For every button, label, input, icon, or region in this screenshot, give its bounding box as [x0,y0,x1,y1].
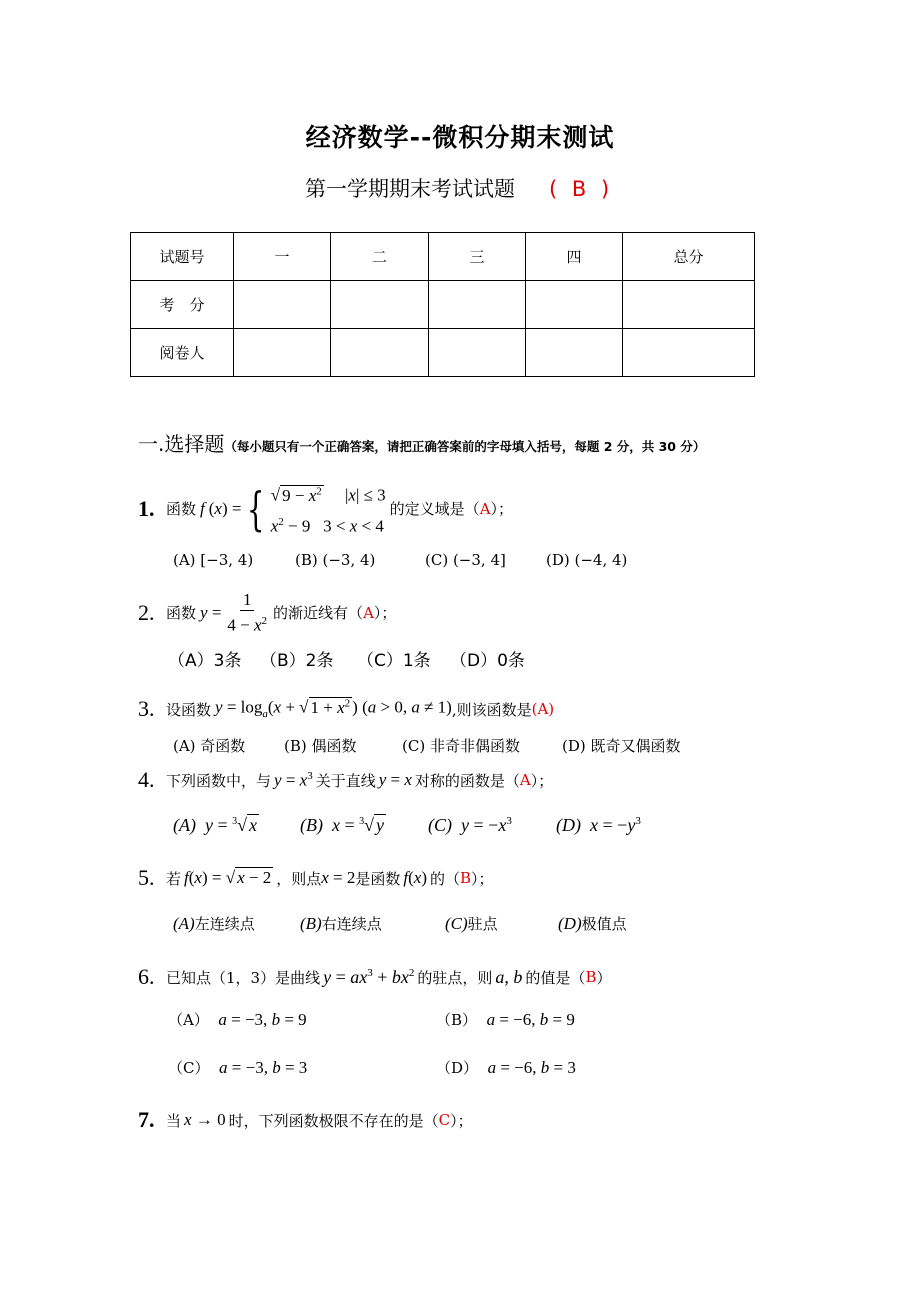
question-number: 1. [138,495,155,521]
score-table [130,232,755,377]
q6-option-b: （B） a = −6, b = 9 [436,1010,575,1029]
q2-option-b: （B）2条 [260,651,334,671]
question-5: 5. 若 f(x) = √ x − 2 ，则点 x = 2 是函数 f(x) 的（ B ）； [138,865,494,890]
question-number: 3. [138,696,155,721]
q5-option-d: (D)极值点 [558,914,627,933]
q2-option-a: （A）3条 [168,651,242,671]
question-text: 的驻点，则 [417,968,493,987]
q4-option-d: (D) $x = -y^3$ [556,815,641,835]
question-text: 关于直线 [315,771,376,790]
question-text: ）； [471,869,494,888]
question-number: 2. [138,599,155,625]
question-text: ）； [530,771,554,790]
log-formula: $y = \log_a(x$ + √ $1 + x^2$ ) (a > 0, a ≠ 1) [215,697,452,721]
question-text: 下列函数中，与 [166,771,272,790]
question-text: 的定义域是（ [389,500,480,519]
grader-cell[interactable] [331,329,429,377]
answer: B [585,968,597,986]
question-text: 函数 [166,604,197,623]
question-6: 6. 已知点（1，3）是曲线 $y = ax^3 + bx^2$ 的驻点，则 a, b 的值是（ B ） [138,964,612,989]
q5-option-b: (B)右连续点 [300,914,382,933]
q1-option-b: (B) (−3, 4) [295,551,376,569]
question-number: 7. [138,1107,155,1132]
option-text: 左连续点 [194,915,255,933]
score-cell[interactable] [429,281,526,329]
q1-option-a: (A) [−3, 4) [173,551,254,569]
grader-cell[interactable] [623,329,755,377]
question-text: 的（ [430,869,461,888]
option-text: 驻点 [467,915,498,933]
question-text: ）； [490,500,514,519]
grader-cell[interactable] [429,329,526,377]
q2-option-c: （C）1条 [357,651,431,671]
question-text: 若 [166,869,182,888]
q3-option-c: (C) 非奇非偶函数 [402,737,520,755]
piecewise-formula: √ $9 - x^2$ |x| ≤ 3 $x^2 - 9$ 3 < x < 4 [270,485,386,536]
fraction-formula: $\frac{1}{4 - x^2}$ [227,590,268,635]
exam-title: 经济数学--微积分期末测试 [305,123,615,152]
question-text: ）； [450,1111,473,1130]
q4-option-c: (C) $y = -x^3$ [428,815,512,835]
question-7: 7. 当 x → 0 时，下列函数极限不存在的是（ C ）； [138,1107,473,1132]
section-note: （每小题只有一个正确答案，请把正确答案前的字母填入括号，每题 2 分，共 30 分） [224,439,706,454]
grader-cell[interactable] [234,329,331,377]
answer: B [460,869,472,887]
answer: (A) [531,700,555,718]
question-text: ）； [373,604,397,623]
row-label: 考 分 [131,281,234,329]
header-cell: 三 [429,233,526,281]
header-cell: 试题号 [131,233,234,281]
answer: A [519,771,531,789]
question-text: ） [596,968,612,987]
score-cell[interactable] [331,281,429,329]
question-text: 当 [166,1111,182,1130]
q2-option-d: （D）0条 [450,651,525,671]
q3-option-b: (B) 偶函数 [284,737,357,755]
q6-option-a: （A） a = −3, b = 9 [168,1010,307,1029]
question-text: 是函数 [355,869,401,888]
section-title: 一.选择题 [138,432,225,456]
header-cell: 总分 [623,233,755,281]
question-text: 设函数 [166,700,212,719]
question-text: 的渐近线有（ [273,604,364,623]
section-heading [138,428,705,457]
header-cell: 四 [526,233,623,281]
row-label: 阅卷人 [131,329,234,377]
exam-subtitle [305,173,613,203]
q4-option-b: (B) x = $^3$√ y [300,815,385,835]
question-number: 5. [138,865,155,890]
question-4: 4. 下列函数中，与 $y = x^3$ 关于直线 y = x 对称的函数是（ A ）； [138,767,554,792]
q4-option-a: (A) y = $^3$√ x [173,815,258,835]
score-table-header-row [131,233,755,281]
question-2: 2. 函数 y = $\frac{1}{4 - x^2}$ 的渐近线有（ A ）； [138,590,397,635]
option-text: 右连续点 [321,915,382,933]
header-cell: 一 [234,233,331,281]
question-3 [138,696,554,722]
q1-option-c: (C) (−3, 4] [425,551,506,569]
question-text: ,则该函数是 [451,700,532,719]
q6-option-c: （C） a = −3, b = 3 [168,1058,308,1077]
exam-variant: ( B ) [549,177,614,201]
grader-row [131,329,755,377]
question-text: 对称的函数是（ [414,771,520,790]
question-number: 6. [138,964,155,989]
score-cell[interactable] [623,281,755,329]
q5-option-c: (C)驻点 [445,914,498,933]
score-cell[interactable] [526,281,623,329]
question-text: 时，下列函数极限不存在的是（ [228,1111,439,1130]
answer: A [363,603,374,622]
answer: A [479,499,491,518]
answer: C [438,1111,451,1129]
q1-option-d: (D) (−4, 4) [546,551,628,569]
option-text: 极值点 [581,915,627,933]
q3-option-d: (D) 既奇又偶函数 [562,737,681,755]
grader-cell[interactable] [526,329,623,377]
brace-icon: { [247,481,265,536]
question-text: 函数 [166,500,197,519]
header-cell: 二 [331,233,429,281]
score-cell[interactable] [234,281,331,329]
question-number: 4. [138,767,155,792]
q3-option-a: (A) 奇函数 [173,737,246,755]
q6-option-d: （D） a = −6, b = 3 [436,1058,576,1077]
score-row [131,281,755,329]
subtitle-text: 第一学期期末考试试题 [305,177,515,201]
question-text: 的值是（ [525,968,586,987]
formula-lhs: f [200,498,205,518]
question-text: ，则点 [276,869,322,888]
question-1: 1. 函数 f ( x ) = { √ $9 - x^2$ |x| ≤ 3 $x^2 - 9$ 3 < x < 4 的定义域是（ A ）； [138,478,513,539]
question-text: 已知点（1，3）是曲线 [166,968,321,987]
q5-option-a: (A)左连续点 [173,914,255,933]
